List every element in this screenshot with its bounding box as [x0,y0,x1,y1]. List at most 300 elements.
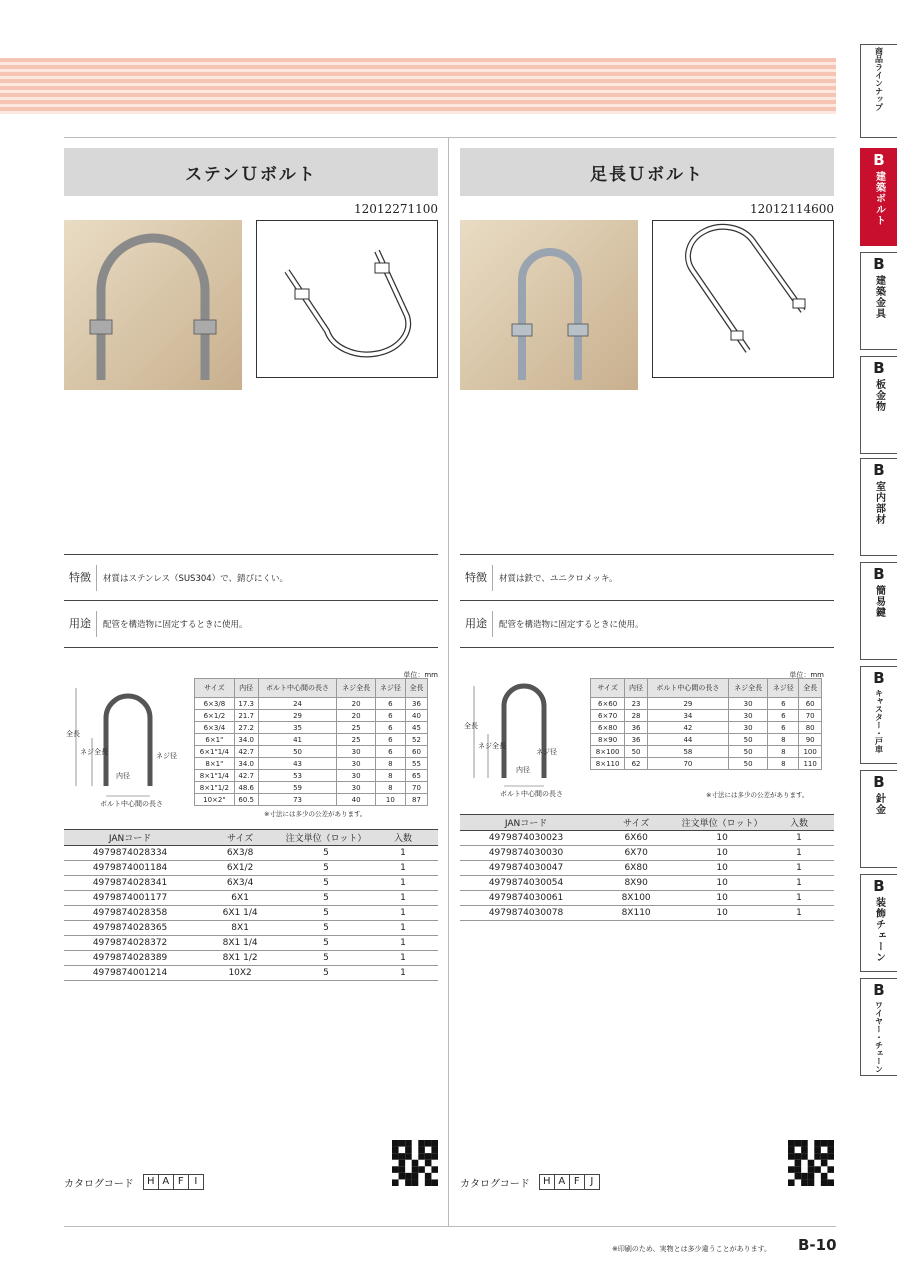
jan-cell: 4979874030078 [460,906,592,921]
feature-label: 特徴 [460,565,493,591]
spec-cell: 110 [799,758,822,770]
spec-cell: 34.0 [234,758,258,770]
catalog-char: A [158,1174,174,1190]
spec-cell: 20 [337,710,375,722]
spec-cell: 34.0 [234,734,258,746]
jan-table [64,829,438,981]
product-column-right [460,148,834,1190]
spec-cell: 58 [647,746,728,758]
jan-cell: 1 [368,906,438,921]
spec-cell: 53 [258,770,337,782]
spec-cell: 6×70 [591,710,625,722]
spec-cell: 23 [625,698,648,710]
spec-row [195,698,428,710]
spec-cell: 8×100 [591,746,625,758]
jan-cell: 1 [368,861,438,876]
side-tab-label: 板金物 [873,379,885,412]
spec-cell: 6×1/2 [195,710,235,722]
jan-cell: 10 [680,876,764,891]
side-tab-label: ワイヤー・チェーン [874,1001,884,1073]
spec-row [195,710,428,722]
diagram-label-center: ボルト中心間の長さ [100,800,163,808]
jan-cell: 10 [680,831,764,846]
spec-row [195,722,428,734]
side-tab-label: 装飾チェーン [873,897,885,963]
product-drawing [652,220,834,378]
spec-cell: 8 [768,746,799,758]
jan-row [460,876,834,891]
catalog-code [460,1174,600,1190]
product-title: 足長Ｕボルト [460,148,834,196]
diagram-label-thread-dia: ネジ径 [536,748,557,756]
u-bolt-shape [101,238,205,380]
nut-left [295,289,309,299]
spec-cell: 8 [768,734,799,746]
jan-cell: 4979874028365 [64,921,196,936]
spec-table [590,678,822,770]
usage-text: 配管を構造物に固定するときに使用。 [103,620,248,630]
jan-cell: 6X1/2 [196,861,284,876]
catalog-char: F [173,1174,189,1190]
spec-cell: 17.3 [234,698,258,710]
jan-cell: 1 [764,891,834,906]
spec-header-cell: 内径 [625,679,648,698]
diagram-label-thread: ネジ全長 [80,748,108,756]
jan-cell: 4979874001184 [64,861,196,876]
diagram-label-inner: 内径 [116,772,130,780]
spec-cell: 70 [799,710,822,722]
spec-row [591,710,822,722]
unit-label: 単位：mm [789,671,824,679]
diagram-label-thread-dia: ネジ径 [156,752,177,760]
spec-cell: 6×60 [591,698,625,710]
nut-left [90,320,112,334]
spec-cell: 36 [405,698,427,710]
u-bolt-line [287,251,408,354]
nut-right [375,263,389,273]
side-tab[interactable] [860,874,897,972]
spec-cell: 35 [258,722,337,734]
jan-cell: 8X1 1/4 [196,936,284,951]
spec-cell: 6 [375,698,405,710]
catalog-label: カタログコード [460,1178,530,1190]
feature-row [64,554,438,601]
spec-cell: 6 [375,734,405,746]
spec-cell: 28 [625,710,648,722]
jan-cell: 6X3/8 [196,846,284,861]
jan-cell: 4979874030061 [460,891,592,906]
spec-cell: 65 [405,770,427,782]
spec-cell: 25 [337,734,375,746]
side-tab[interactable] [860,666,897,764]
spec-cell: 50 [258,746,337,758]
spec-cell: 30 [337,758,375,770]
jan-row [64,921,438,936]
spec-cell: 6 [768,698,799,710]
jan-cell: 1 [368,891,438,906]
jan-cell: 4979874001214 [64,966,196,981]
spec-cell: 6 [375,746,405,758]
usage-row [460,600,834,648]
spec-header-cell: 全長 [799,679,822,698]
side-tab[interactable] [860,148,897,246]
center-divider [448,137,449,1227]
catalog-char: J [584,1174,600,1190]
spec-cell: 8×1"1/4 [195,770,235,782]
spec-header-cell: ボルト中心間の長さ [258,679,337,698]
jan-cell: 4979874030023 [460,831,592,846]
jan-cell: 6X1 1/4 [196,906,284,921]
jan-row [460,891,834,906]
jan-cell: 10X2 [196,966,284,981]
jan-cell: 4979874028372 [64,936,196,951]
spec-cell: 8×90 [591,734,625,746]
jan-cell: 5 [284,906,368,921]
jan-header-cell: JANコード [64,830,196,846]
jan-cell: 4979874028358 [64,906,196,921]
catalog-char: H [539,1174,555,1190]
spec-cell: 50 [728,734,767,746]
jan-row [460,906,834,921]
catalog-char: F [569,1174,585,1190]
dimension-diagram [64,678,190,808]
side-tab-letter: B [873,981,885,999]
jan-cell: 10 [680,906,764,921]
diagram-label-total: 全長 [66,730,80,738]
jan-header-row [64,830,438,846]
jan-cell: 1 [368,951,438,966]
jan-row [64,906,438,921]
jan-cell: 1 [368,966,438,981]
page-number: B-10 [798,1236,837,1254]
spec-cell: 8×1" [195,758,235,770]
usage-label: 用途 [460,611,493,637]
jan-cell: 10 [680,861,764,876]
side-tab[interactable] [860,252,897,350]
spec-header-cell: 全長 [405,679,427,698]
jan-cell: 4979874028334 [64,846,196,861]
tolerance-note: ※寸法には多少の公差があります。 [706,791,809,799]
spec-header-cell: ネジ全長 [728,679,767,698]
jan-cell: 1 [368,846,438,861]
qr-code[interactable] [392,1140,438,1186]
spec-cell: 8 [768,758,799,770]
spec-cell: 34 [647,710,728,722]
spec-header-row [195,679,428,698]
spec-cell: 24 [258,698,337,710]
jan-cell: 6X1 [196,891,284,906]
spec-cell: 8 [375,782,405,794]
spec-cell: 50 [728,758,767,770]
top-divider [64,137,836,138]
diagram-label-thread: ネジ全長 [478,742,506,750]
jan-row [64,846,438,861]
spec-cell: 25 [337,722,375,734]
spec-cell: 100 [799,746,822,758]
spec-cell: 30 [728,722,767,734]
jan-cell: 5 [284,921,368,936]
spec-cell: 6×1" [195,734,235,746]
spec-cell: 36 [625,722,648,734]
side-tab-label: 針金 [873,793,885,815]
usage-text: 配管を構造物に固定するときに使用。 [499,620,644,630]
jan-row [460,861,834,876]
spec-row [195,782,428,794]
feature-text: 材質は鉄で、ユニクロメッキ。 [499,574,618,584]
spec-body [591,698,822,770]
catalog-label: カタログコード [64,1178,134,1190]
product-drawing [256,220,438,378]
jan-cell: 5 [284,891,368,906]
spec-cell: 30 [728,710,767,722]
spec-cell: 52 [405,734,427,746]
jan-row [64,891,438,906]
jan-cell: 1 [764,861,834,876]
side-tab-letter: B [873,255,885,273]
spec-cell: 6×1"1/4 [195,746,235,758]
spec-cell: 30 [337,770,375,782]
jan-header-cell: 注文単位（ロット） [284,830,368,846]
feature-text: 材質はステンレス（SUS304）で、錆びにくい。 [103,574,289,584]
jan-cell: 4979874001177 [64,891,196,906]
spec-cell: 29 [258,710,337,722]
unit-label: 単位：mm [403,671,438,679]
jan-header-cell: JANコード [460,815,592,831]
spec-cell: 6×3/4 [195,722,235,734]
jan-cell: 5 [284,966,368,981]
nut-right [793,299,805,308]
spec-cell: 6 [375,710,405,722]
spec-cell: 60 [405,746,427,758]
catalog-char: I [188,1174,204,1190]
jan-cell: 1 [764,906,834,921]
side-tab[interactable] [860,978,897,1076]
jan-row [64,951,438,966]
header-stripes [0,58,836,114]
jan-cell: 6X60 [592,831,680,846]
side-tab[interactable] [860,44,897,138]
spec-cell: 80 [799,722,822,734]
spec-row [591,698,822,710]
spec-cell: 90 [799,734,822,746]
jan-header-row [460,815,834,831]
footer-note: ※印刷のため、実物とは多少違うことがあります。 [612,1245,772,1253]
jan-cell: 4979874030047 [460,861,592,876]
spec-cell: 21.7 [234,710,258,722]
catalog-char: H [143,1174,159,1190]
spec-cell: 62 [625,758,648,770]
jan-row [64,861,438,876]
side-tab-letter: B [873,151,885,169]
diagram-label-center: ボルト中心間の長さ [500,790,563,798]
jan-cell: 8X100 [592,891,680,906]
product-code: 12012114600 [750,202,834,216]
spec-header-cell: ネジ径 [375,679,405,698]
jan-cell: 1 [764,831,834,846]
spec-header-cell: 内径 [234,679,258,698]
spec-cell: 10 [375,794,405,806]
jan-cell: 8X1 [196,921,284,936]
jan-cell: 6X80 [592,861,680,876]
spec-cell: 40 [405,710,427,722]
product-photo [64,220,242,390]
jan-row [460,846,834,861]
dimension-diagram [460,678,586,798]
spec-row [195,758,428,770]
jan-cell: 5 [284,846,368,861]
spec-cell: 8 [375,770,405,782]
spec-cell: 6×3/8 [195,698,235,710]
spec-row [195,770,428,782]
spec-cell: 6 [375,722,405,734]
qr-code[interactable] [788,1140,834,1186]
spec-header-cell: サイズ [591,679,625,698]
usage-label: 用途 [64,611,97,637]
spec-cell: 36 [625,734,648,746]
spec-cell: 29 [647,698,728,710]
spec-cell: 6×80 [591,722,625,734]
jan-row [64,876,438,891]
spec-cell: 50 [728,746,767,758]
spec-cell: 59 [258,782,337,794]
jan-cell: 8X110 [592,906,680,921]
side-tab-label: キャスター・戸車 [874,689,884,753]
jan-cell: 1 [368,921,438,936]
side-tab-label: 建築ボルト [873,171,885,226]
jan-header-cell: 注文単位（ロット） [680,815,764,831]
jan-cell: 4979874030054 [460,876,592,891]
nut-right [568,324,588,336]
jan-cell: 8X90 [592,876,680,891]
spec-cell: 87 [405,794,427,806]
jan-cell: 1 [368,936,438,951]
spec-cell: 40 [337,794,375,806]
jan-cell: 1 [764,846,834,861]
spec-cell: 50 [625,746,648,758]
spec-cell: 30 [728,698,767,710]
jan-row [64,966,438,981]
spec-cell: 60 [799,698,822,710]
side-tab[interactable] [860,356,897,454]
spec-cell: 45 [405,722,427,734]
catalog-char: A [554,1174,570,1190]
spec-cell: 6 [768,710,799,722]
spec-cell: 6 [768,722,799,734]
spec-header-cell: ボルト中心間の長さ [647,679,728,698]
spec-cell: 42 [647,722,728,734]
spec-header-cell: ネジ全長 [337,679,375,698]
jan-cell: 4979874030030 [460,846,592,861]
jan-cell: 6X70 [592,846,680,861]
jan-cell: 4979874028389 [64,951,196,966]
side-tab[interactable] [860,770,897,868]
spec-row [195,794,428,806]
side-tab-letter: B [873,461,885,479]
spec-body [195,698,428,806]
side-tab-letter: B [873,877,885,895]
spec-table [194,678,428,806]
product-code: 12012271100 [354,202,438,216]
product-column-left [64,148,438,1190]
side-tab-label: 建築金具 [873,275,885,319]
spec-cell: 44 [647,734,728,746]
jan-cell: 5 [284,951,368,966]
side-tab-label: 簡易鍵 [873,585,885,618]
jan-row [64,936,438,951]
side-tab-letter: B [873,669,885,687]
feature-label: 特徴 [64,565,97,591]
spec-cell: 43 [258,758,337,770]
nut-right [194,320,216,334]
catalog-code [64,1174,204,1190]
spec-cell: 30 [337,746,375,758]
spec-cell: 27.2 [234,722,258,734]
jan-cell: 4979874028341 [64,876,196,891]
jan-cell: 5 [284,936,368,951]
spec-row [195,746,428,758]
spec-row [591,758,822,770]
spec-row [591,722,822,734]
side-tab[interactable] [860,562,897,660]
diagram-label-inner: 内径 [516,766,530,774]
jan-cell: 8X1 1/2 [196,951,284,966]
jan-cell: 1 [764,876,834,891]
jan-cell: 10 [680,846,764,861]
jan-cell: 10 [680,891,764,906]
spec-cell: 48.6 [234,782,258,794]
feature-row [460,554,834,601]
jan-table [460,814,834,921]
bottom-divider [64,1226,836,1227]
jan-row [460,831,834,846]
jan-cell: 6X3/4 [196,876,284,891]
spec-cell: 60.5 [234,794,258,806]
side-tab-label: 商品ラインナップ [874,47,884,111]
spec-header-cell: サイズ [195,679,235,698]
jan-cell: 5 [284,861,368,876]
spec-cell: 70 [405,782,427,794]
diagram-label-total: 全長 [464,722,478,730]
jan-body [64,846,438,981]
spec-row [591,734,822,746]
tolerance-note: ※寸法には多少の公差があります。 [264,810,367,818]
side-tab-letter: B [873,565,885,583]
jan-header-cell: 入数 [368,830,438,846]
spec-cell: 73 [258,794,337,806]
jan-cell: 5 [284,876,368,891]
spec-cell: 8×1"1/2 [195,782,235,794]
spec-cell: 30 [337,782,375,794]
spec-row [195,734,428,746]
spec-cell: 55 [405,758,427,770]
spec-cell: 42.7 [234,770,258,782]
u-bolt-shape [522,252,578,380]
side-tab-label: 室内部材 [873,481,885,525]
spec-cell: 41 [258,734,337,746]
jan-header-cell: サイズ [196,830,284,846]
product-photo [460,220,638,390]
jan-header-cell: サイズ [592,815,680,831]
spec-row [591,746,822,758]
spec-cell: 70 [647,758,728,770]
spec-header-cell: ネジ径 [768,679,799,698]
product-title: ステンＵボルト [64,148,438,196]
nut-left [512,324,532,336]
usage-row [64,600,438,648]
side-tab[interactable] [860,458,897,556]
side-tab-letter: B [873,773,885,791]
spec-header-row [591,679,822,698]
